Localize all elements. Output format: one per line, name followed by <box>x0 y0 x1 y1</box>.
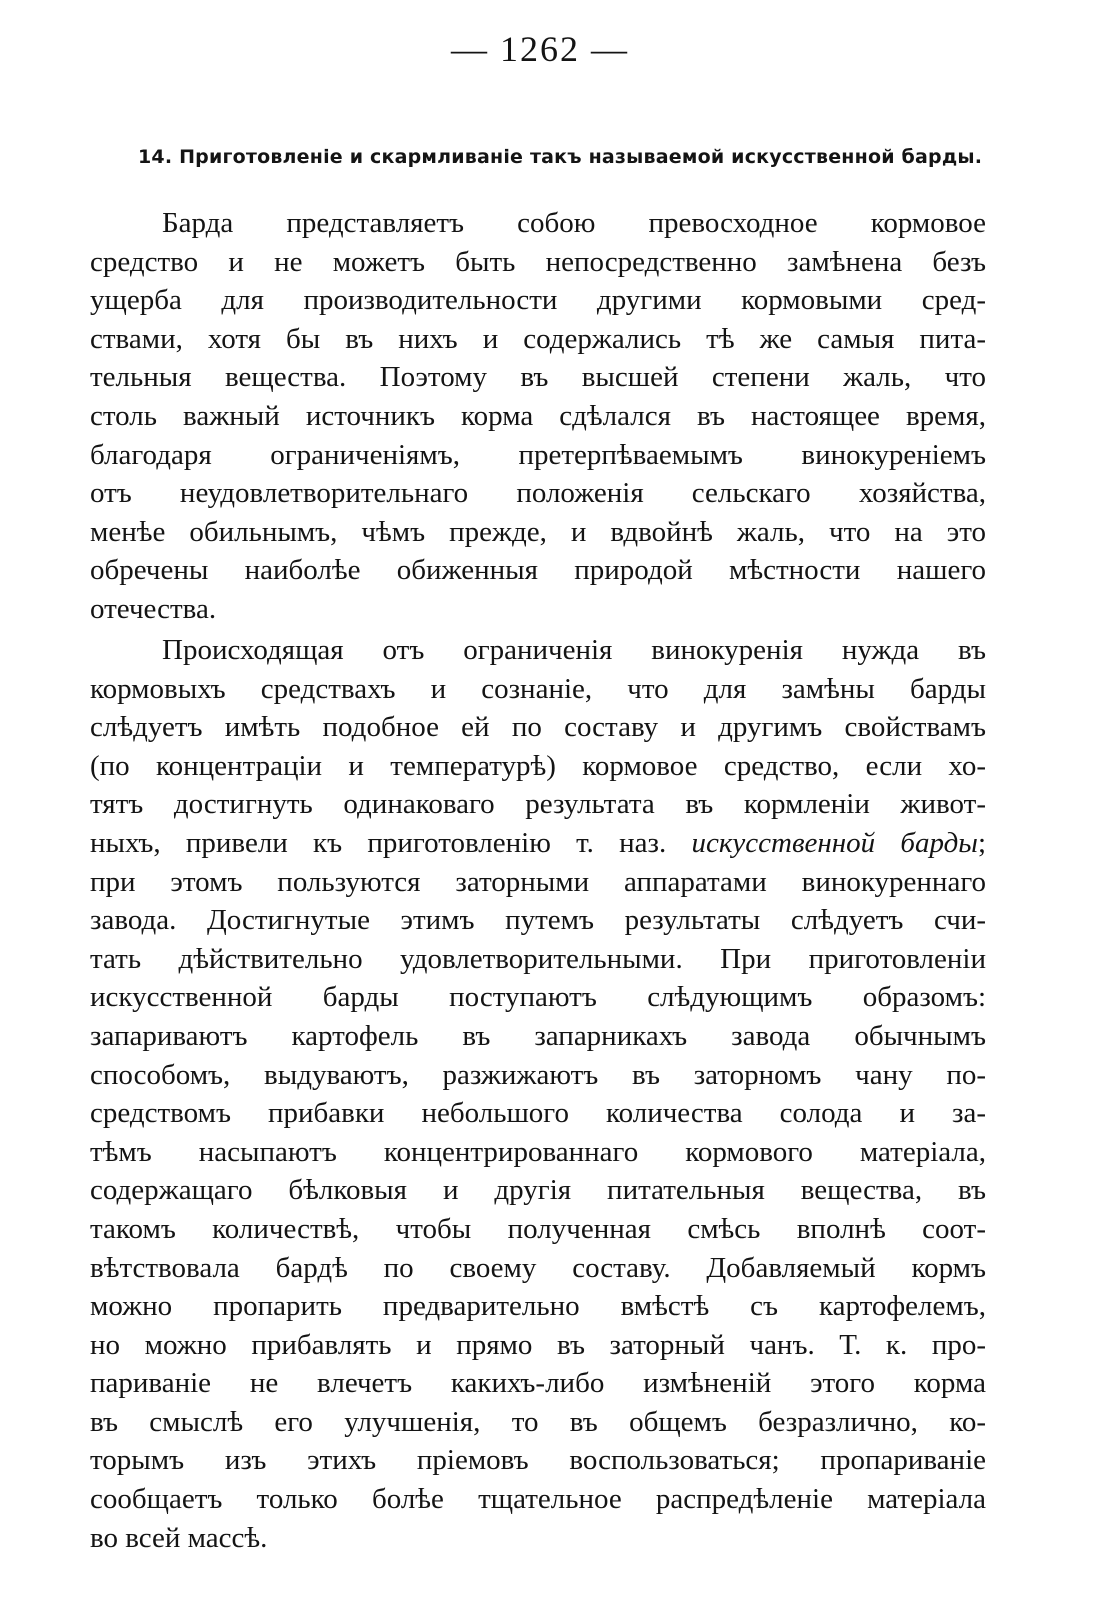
text-line: кормовыхъ средствахъ и сознаніе, что для замѣны барды <box>90 672 986 705</box>
paragraph-1 <box>90 204 986 629</box>
text-line: сообщаетъ только болѣе тщательное распредѣленіе матеріала <box>90 1483 986 1516</box>
text-line: средство и не можетъ быть непосредственно замѣнена безъ <box>90 245 986 278</box>
term-line-suffix: ; <box>977 826 986 859</box>
text-line: завода. Достигнутые этимъ путемъ результаты слѣдуетъ счи- <box>90 904 986 937</box>
text-line: тѣмъ насыпаютъ концентрированнаго кормового матеріала, <box>90 1135 986 1168</box>
text-line: можно пропарить предварительно вмѣстѣ съ картофелемъ, <box>90 1290 986 1323</box>
text-line: вѣтствовала бардѣ по своему составу. Добавляемый кормъ <box>90 1251 986 1284</box>
text-line: отъ неудовлетворительнаго положенія сельскаго хозяйства, <box>90 477 986 510</box>
text-line: слѣдуетъ имѣть подобное ей по составу и другимъ свойствамъ <box>90 711 986 744</box>
text-line: париваніе не влечетъ какихъ-либо измѣненій этого корма <box>90 1367 986 1400</box>
text-line: искусственной барды поступаютъ слѣдующимъ образомъ: <box>90 981 986 1014</box>
paragraph-2 <box>90 631 986 1557</box>
text-line: торымъ изъ этихъ пріемовъ воспользоваться; пропариваніе <box>90 1444 986 1477</box>
text-line: обречены наиболѣе обиженныя природой мѣстности нашего <box>90 554 986 587</box>
term-line-prefix: ныхъ, привели къ приготовленію т. наз. <box>90 826 692 859</box>
page-number: — 1262 — <box>451 29 629 69</box>
text-line: менѣе обильнымъ, чѣмъ прежде, и вдвойнѣ жаль, что на это <box>90 515 986 548</box>
text-line: благодаря ограниченіямъ, претерпѣваемымъ винокуреніемъ <box>90 438 986 471</box>
text-line: такомъ количествѣ, чтобы полученная смѣсь вполнѣ соот- <box>90 1212 986 1245</box>
emphasized-term: искусственной барды <box>691 826 978 859</box>
text-line: ущерба для производительности другими кормовыми сред- <box>90 284 986 317</box>
text-line: Происходящая отъ ограниченія винокуренія нужда въ <box>162 634 986 666</box>
text-line: средствомъ прибавки небольшого количества солода и за- <box>90 1097 986 1130</box>
text-line: отечества. <box>90 592 217 625</box>
text-line: (по концентраціи и температурѣ) кормовое средство, если хо- <box>90 749 986 782</box>
text-line: способомъ, выдуваютъ, разжижаютъ въ заторномъ чану по- <box>90 1058 986 1091</box>
text-line: тать дѣйствительно удовлетворительными. При приготовленіи <box>90 942 986 975</box>
text-line: содержащаго бѣлковыя и другія питательныя вещества, въ <box>90 1174 986 1207</box>
text-line-with-term <box>90 824 986 863</box>
text-line: ствами, хотя бы въ нихъ и содержались тѣ же самыя пита- <box>90 322 986 355</box>
text-line: но можно прибавлять и прямо въ заторный чанъ. Т. к. про- <box>90 1328 986 1361</box>
section-title: 14. Приготовленіе и скармливаніе такъ называемой искусственной барды. <box>138 146 983 168</box>
text-line: запариваютъ картофель въ запарникахъ завода обычнымъ <box>90 1019 986 1052</box>
text-line: тятъ достигнуть одинаковаго результата въ кормленіи живот- <box>90 788 986 821</box>
text-line: Барда представляетъ собою превосходное кормовое <box>162 207 986 239</box>
text-line: тельныя вещества. Поэтому въ высшей степени жаль, что <box>90 361 986 394</box>
text-line: въ смыслѣ его улучшенія, то въ общемъ безразлично, ко- <box>90 1405 986 1438</box>
text-line: во всей массѣ. <box>90 1521 268 1554</box>
text-line: при этомъ пользуются заторными аппаратами винокуреннаго <box>90 865 986 898</box>
text-line: столь важный источникъ корма сдѣлался въ настоящее время, <box>90 399 986 432</box>
